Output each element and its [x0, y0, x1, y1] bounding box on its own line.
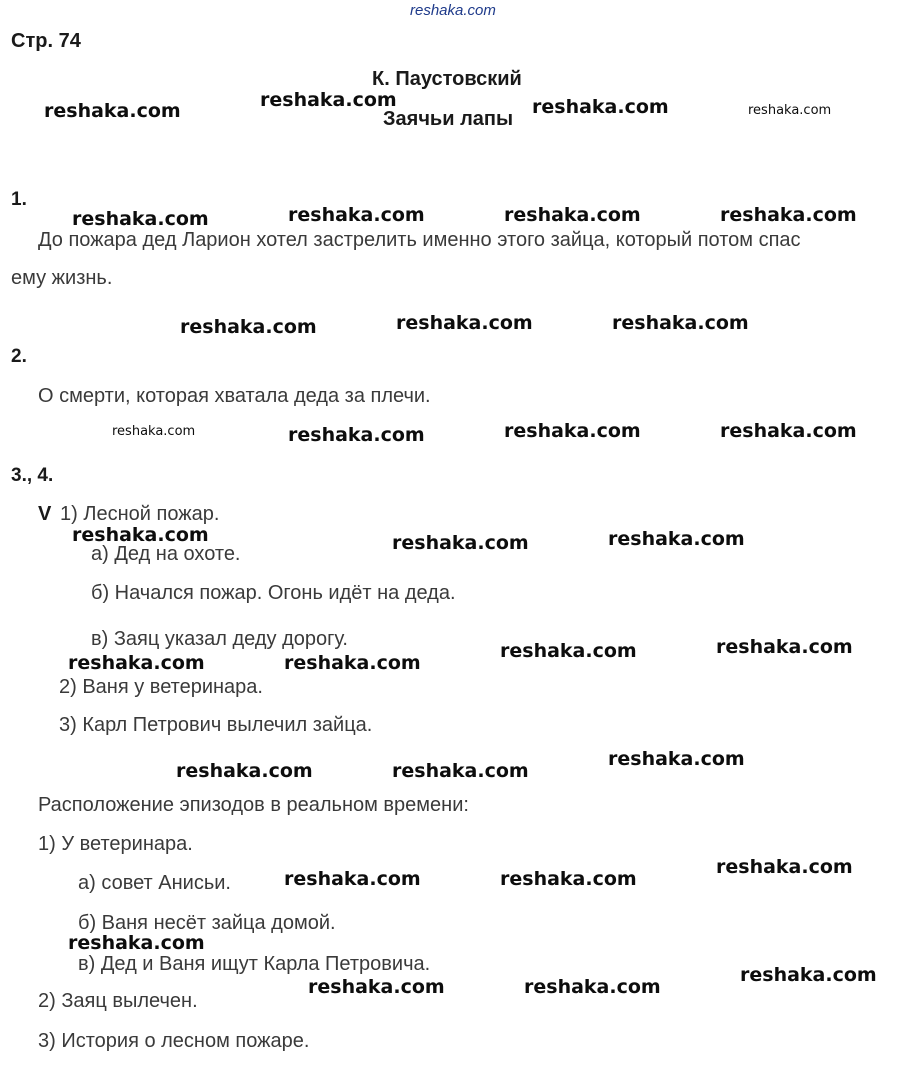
watermark: reshaka.com	[284, 652, 421, 674]
plan-item: 1) Лесной пожар.	[60, 503, 220, 525]
watermark: reshaka.com	[608, 528, 745, 550]
watermark: reshaka.com	[524, 976, 661, 998]
watermark: reshaka.com	[748, 103, 832, 118]
watermark: reshaka.com	[716, 636, 853, 658]
watermark: reshaka.com	[288, 424, 425, 446]
watermark: reshaka.com	[260, 89, 397, 111]
plan-item: а) Дед на охоте.	[91, 543, 241, 565]
chronology-item: 2) Заяц вылечен.	[38, 990, 198, 1012]
page-label: Стр. 74	[11, 30, 81, 52]
watermark: reshaka.com	[72, 208, 209, 230]
question-1-answer-line2: ему жизнь.	[11, 267, 113, 289]
question-2-number: 2.	[11, 346, 27, 367]
story-title: Заячьи лапы	[383, 108, 514, 130]
watermark: reshaka.com	[500, 868, 637, 890]
watermark: reshaka.com	[176, 760, 313, 782]
watermark-top: reshaka.com	[410, 2, 496, 19]
chronology-item: 1) У ветеринара.	[38, 833, 193, 855]
watermark: reshaka.com	[284, 868, 421, 890]
chronology-item: 3) История о лесном пожаре.	[38, 1030, 310, 1052]
watermark: reshaka.com	[504, 204, 641, 226]
watermark: reshaka.com	[44, 100, 181, 122]
watermark: reshaka.com	[608, 748, 745, 770]
question-2-answer: О смерти, которая хватала деда за плечи.	[38, 385, 431, 407]
watermark: reshaka.com	[392, 532, 529, 554]
watermark: reshaka.com	[396, 312, 533, 334]
watermark: reshaka.com	[504, 420, 641, 442]
watermark: reshaka.com	[180, 316, 317, 338]
watermark: reshaka.com	[532, 96, 669, 118]
watermark: reshaka.com	[720, 204, 857, 226]
watermark: reshaka.com	[500, 640, 637, 662]
watermark: reshaka.com	[68, 932, 205, 954]
watermark: reshaka.com	[72, 524, 209, 546]
plan-item: в) Заяц указал деду дорогу.	[91, 628, 348, 650]
question-1-answer-line1: До пожара дед Ларион хотел застрелить именно этого зайца, который потом спас	[38, 229, 801, 251]
watermark: reshaka.com	[112, 424, 196, 439]
watermark: reshaka.com	[720, 420, 857, 442]
plan-item: б) Начался пожар. Огонь идёт на деда.	[91, 582, 456, 604]
author-name: К. Паустовский	[372, 68, 522, 90]
check-mark: V	[38, 503, 52, 525]
question-34-number: 3., 4.	[11, 465, 54, 486]
chronology-item: б) Ваня несёт зайца домой.	[78, 912, 336, 934]
plan-item: 2) Ваня у ветеринара.	[59, 676, 263, 698]
plan-item: 3) Карл Петрович вылечил зайца.	[59, 714, 373, 736]
watermark: reshaka.com	[716, 856, 853, 878]
chronology-item: а) совет Анисьи.	[78, 872, 231, 894]
chronology-item: в) Дед и Ваня ищут Карла Петровича.	[78, 953, 431, 975]
watermark: reshaka.com	[68, 652, 205, 674]
watermark: reshaka.com	[740, 964, 877, 986]
question-1-number: 1.	[11, 189, 27, 210]
watermark: reshaka.com	[392, 760, 529, 782]
watermark: reshaka.com	[612, 312, 749, 334]
watermark: reshaka.com	[288, 204, 425, 226]
chronology-heading: Расположение эпизодов в реальном времени:	[38, 794, 469, 816]
watermark: reshaka.com	[308, 976, 445, 998]
